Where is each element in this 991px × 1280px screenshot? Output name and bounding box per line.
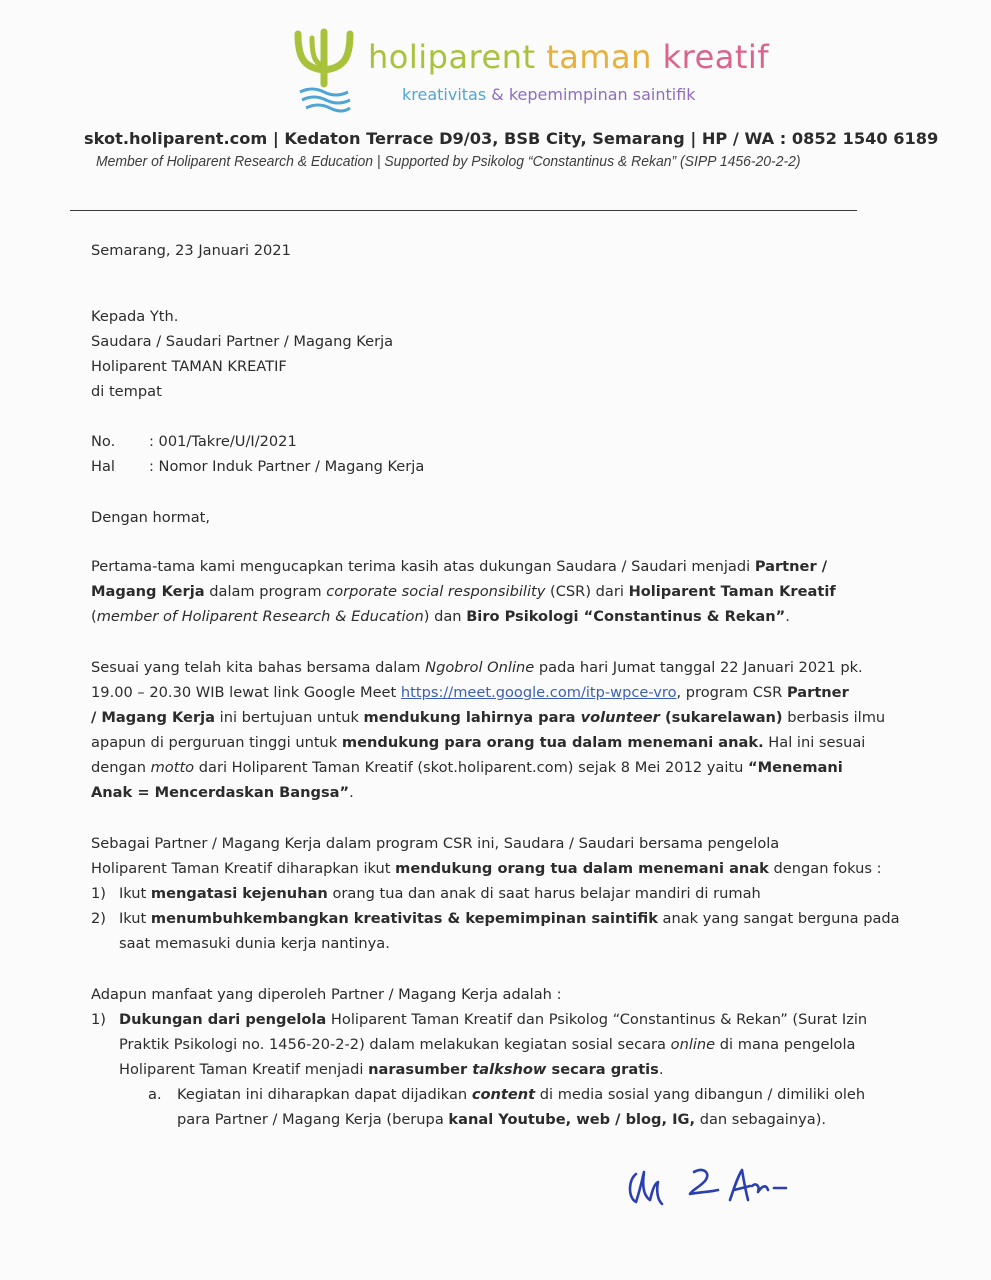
paragraph-2-line: 19.00 – 20.30 WIB lewat link Google Meet https://meet.google.com/itp-wpce-vro, program CSR Partner <box>91 684 849 701</box>
greeting: Dengan hormat, <box>91 509 211 526</box>
sub-benefit-line: para Partner / Magang Kerja (berupa kanal Youtube, web / blog, IG, dan sebagainya). <box>177 1111 827 1128</box>
paragraph-3-line: Holiparent Taman Kreatif diharapkan ikut mendukung orang tua dalam menemani anak dengan fokus : <box>91 860 882 877</box>
header-divider <box>70 210 857 211</box>
letter-subject <box>91 457 424 477</box>
sub-list-letter: a. <box>148 1086 162 1103</box>
paragraph-2-line: dengan motto dari Holiparent Taman Kreatif (skot.holiparent.com) sejak 8 Mei 2012 yaitu “Menemani <box>91 759 843 776</box>
list-item-continuation: saat memasuki dunia kerja nantinya. <box>119 935 390 952</box>
recipient-line: Holiparent TAMAN KREATIF <box>91 358 287 375</box>
brand-name <box>368 38 769 76</box>
handwritten-initials <box>622 1160 792 1210</box>
paragraph-2-line: Anak = Mencerdaskan Bangsa”. <box>91 784 354 801</box>
list-item: Ikut menumbuhkembangkan kreativitas & kepemimpinan saintifik anak yang sangat berguna pada <box>119 910 900 927</box>
subject-label: Hal <box>91 458 115 475</box>
recipient-line: Kepada Yth. <box>91 308 179 325</box>
brand-kreatif: kreatif <box>662 38 770 76</box>
paragraph-2-line: / Magang Kerja ini bertujuan untuk mendukung lahirnya para volunteer (sukarelawan) berbasis ilmu <box>91 709 886 726</box>
letter-number <box>91 432 297 452</box>
psi-wave-logo-icon <box>290 28 358 118</box>
contact-info: skot.holiparent.com | Kedaton Terrace D9/03, BSB City, Semarang | HP / WA : 0852 1540 6189 <box>84 129 939 148</box>
recipient-line: Saudara / Saudari Partner / Magang Kerja <box>91 333 394 350</box>
paragraph-3-line: Sebagai Partner / Magang Kerja dalam program CSR ini, Saudara / Saudari bersama pengelola <box>91 835 780 852</box>
brand-tagline <box>402 85 696 104</box>
benefit-line: Praktik Psikologi no. 1456-20-2-2) dalam melakukan kegiatan sosial secara online di mana pengelola <box>119 1036 856 1053</box>
number-value: : 001/Takre/U/I/2021 <box>149 433 297 450</box>
paragraph-1-line: (member of Holiparent Research & Education) dan Biro Psikologi “Constantinus & Rekan”. <box>91 608 790 625</box>
benefit-line: Holiparent Taman Kreatif menjadi narasumber talkshow secara gratis. <box>119 1061 664 1078</box>
brand-holiparent: holiparent <box>368 38 536 76</box>
tagline-part1: kreativitas <box>402 85 487 104</box>
benefit-line: Dukungan dari pengelola Holiparent Taman Kreatif dan Psikolog “Constantinus & Rekan” (Surat Izin <box>119 1011 868 1028</box>
meet-link[interactable]: https://meet.google.com/itp-wpce-vro <box>400 684 677 701</box>
paragraph-1-line: Magang Kerja dalam program corporate social responsibility (CSR) dari Holiparent Taman Kreatif <box>91 583 836 600</box>
paragraph-1-line: Pertama-tama kami mengucapkan terima kasih atas dukungan Saudara / Saudari menjadi Partner / <box>91 558 828 575</box>
list-number: 1) <box>91 885 106 902</box>
brand-taman: taman <box>546 38 652 76</box>
paragraph-2-line: Sesuai yang telah kita bahas bersama dalam Ngobrol Online pada hari Jumat tanggal 22 Januari 2021 pk. <box>91 659 863 676</box>
recipient-line: di tempat <box>91 383 162 400</box>
list-number: 1) <box>91 1011 106 1028</box>
number-label: No. <box>91 433 116 450</box>
subject-value: : Nomor Induk Partner / Magang Kerja <box>149 458 425 475</box>
letter-date: Semarang, 23 Januari 2021 <box>91 242 291 259</box>
member-info: Member of Holiparent Research & Education | Supported by Psikolog “Constantinus & Rekan” (SIPP 1456-20-2-2) <box>96 154 801 170</box>
paragraph-4: Adapun manfaat yang diperoleh Partner / Magang Kerja adalah : <box>91 986 562 1003</box>
tagline-part2: & kepemimpinan saintifik <box>491 85 696 104</box>
list-item: Ikut mengatasi kejenuhan orang tua dan anak di saat harus belajar mandiri di rumah <box>119 885 761 902</box>
paragraph-2-line: apapun di perguruan tinggi untuk mendukung para orang tua dalam menemani anak. Hal ini sesuai <box>91 734 866 751</box>
sub-benefit-line: Kegiatan ini diharapkan dapat dijadikan content di media sosial yang dibangun / dimiliki oleh <box>177 1086 866 1103</box>
list-number: 2) <box>91 910 106 927</box>
